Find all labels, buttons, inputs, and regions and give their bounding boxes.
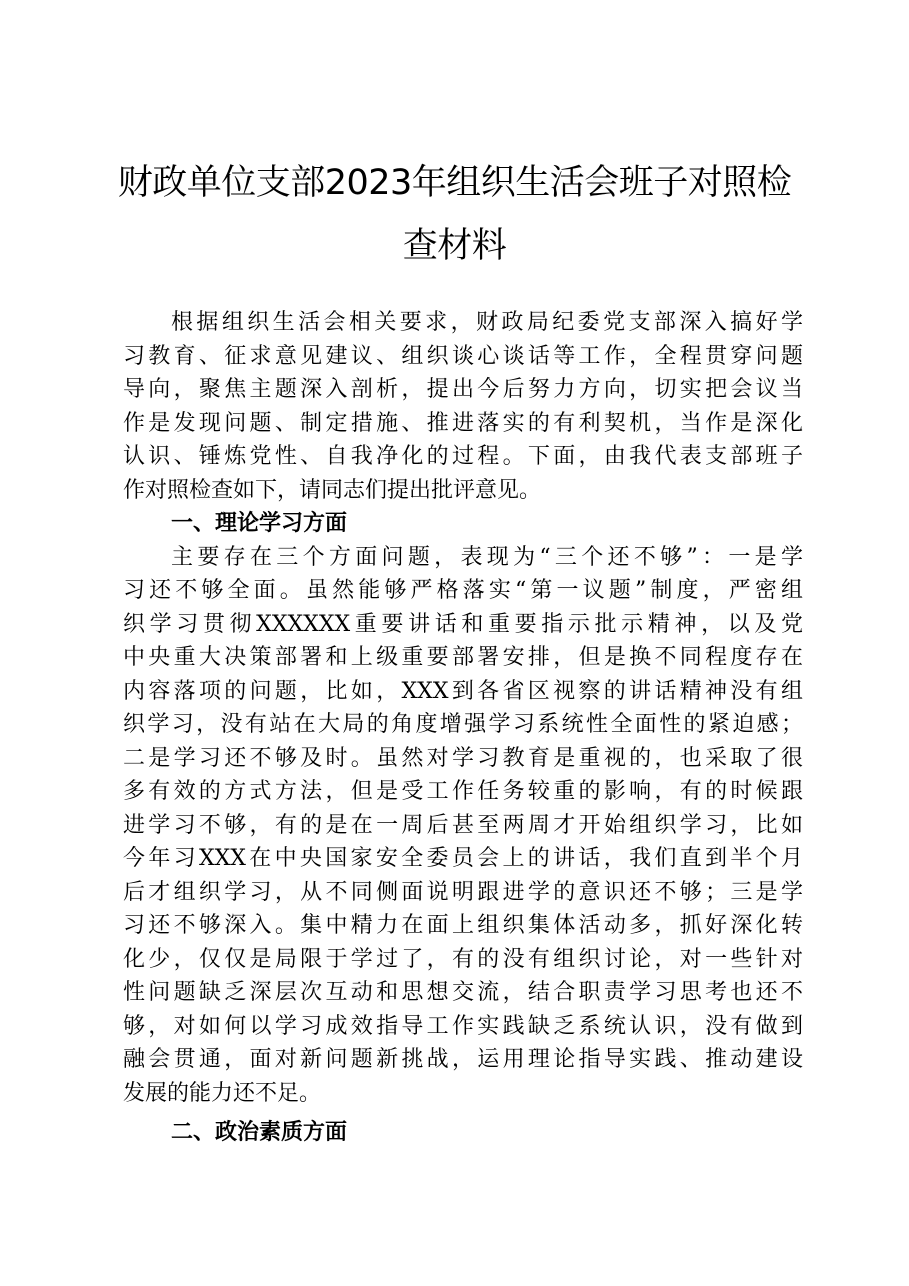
section-heading-theory-study: 一、理论学习方面	[171, 511, 348, 536]
paragraph-line: 织学习，没有站在大局的角度增强学习系统性全面性的紧迫感；	[123, 712, 803, 737]
paragraph-line: 作对照检查如下，请同志们提出批评意见。	[123, 477, 542, 503]
document-title-line-2: 查材料	[402, 226, 507, 266]
document-body	[123, 306, 803, 1150]
paragraph-line: 织学习贯彻XXXXXX重要讲话和重要指示批示精神，以及党	[123, 611, 803, 637]
paragraph-line: 化少，仅仅是局限于学过了，有的没有组织讨论，对一些针对	[123, 946, 803, 972]
paragraph-line: 今年习XXX在中央国家安全委员会上的讲话，我们直到半个月	[123, 846, 803, 871]
paragraph-line: 习还不够全面。虽然能够严格落实“第一议题”制度，严密组	[123, 578, 803, 603]
paragraph-line: 导向，聚焦主题深入剖析，提出今后努力方向，切实把会议当	[123, 377, 803, 402]
paragraph-line: 根据组织生活会相关要求，财政局纪委党支部深入搞好学	[171, 310, 803, 335]
paragraph-line: 习教育、征求意见建议、组织谈心谈话等工作，全程贯穿问题	[123, 343, 803, 369]
paragraph-line: 融会贯通，面对新问题新挑战，运用理论指导实践、推动建设	[123, 1047, 803, 1072]
paragraph-line: 内容落项的问题，比如，XXX到各省区视察的讲话精神没有组	[123, 678, 803, 704]
paragraph-line: 后才组织学习，从不同侧面说明跟进学的意识还不够；三是学	[123, 879, 803, 905]
intro-paragraph	[123, 306, 803, 507]
paragraph-line: 二是学习还不够及时。虽然对学习教育是重视的，也采取了很	[123, 745, 803, 771]
document-title-line-1: 财政单位支部2023年组织生活会班子对照检	[117, 163, 792, 203]
paragraph-line: 主要存在三个方面问题，表现为“三个还不够”：一是学	[171, 544, 803, 570]
section-heading-political-quality: 二、政治素质方面	[171, 1120, 348, 1145]
paragraph-line: 认识、锤炼党性、自我净化的过程。下面，由我代表支部班子	[123, 444, 803, 469]
section-1-paragraph	[123, 541, 803, 1111]
paragraph-line: 中央重大决策部署和上级重要部署安排，但是换不同程度存在	[123, 645, 803, 670]
paragraph-line: 性问题缺乏深层次互动和思想交流，结合职责学习思考也还不	[123, 980, 803, 1005]
paragraph-line: 习还不够深入。集中精力在面上组织集体活动多，抓好深化转	[123, 913, 803, 938]
paragraph-line: 进学习不够，有的是在一周后甚至两周才开始组织学习，比如	[123, 812, 803, 838]
paragraph-line: 作是发现问题、制定措施、推进落实的有利契机，当作是深化	[123, 410, 803, 436]
paragraph-line: 发展的能力还不足。	[123, 1080, 322, 1106]
paragraph-line: 够，对如何以学习成效指导工作实践缺乏系统认识，没有做到	[123, 1013, 803, 1039]
paragraph-line: 多有效的方式方法，但是受工作任务较重的影响，有的时候跟	[123, 779, 803, 804]
